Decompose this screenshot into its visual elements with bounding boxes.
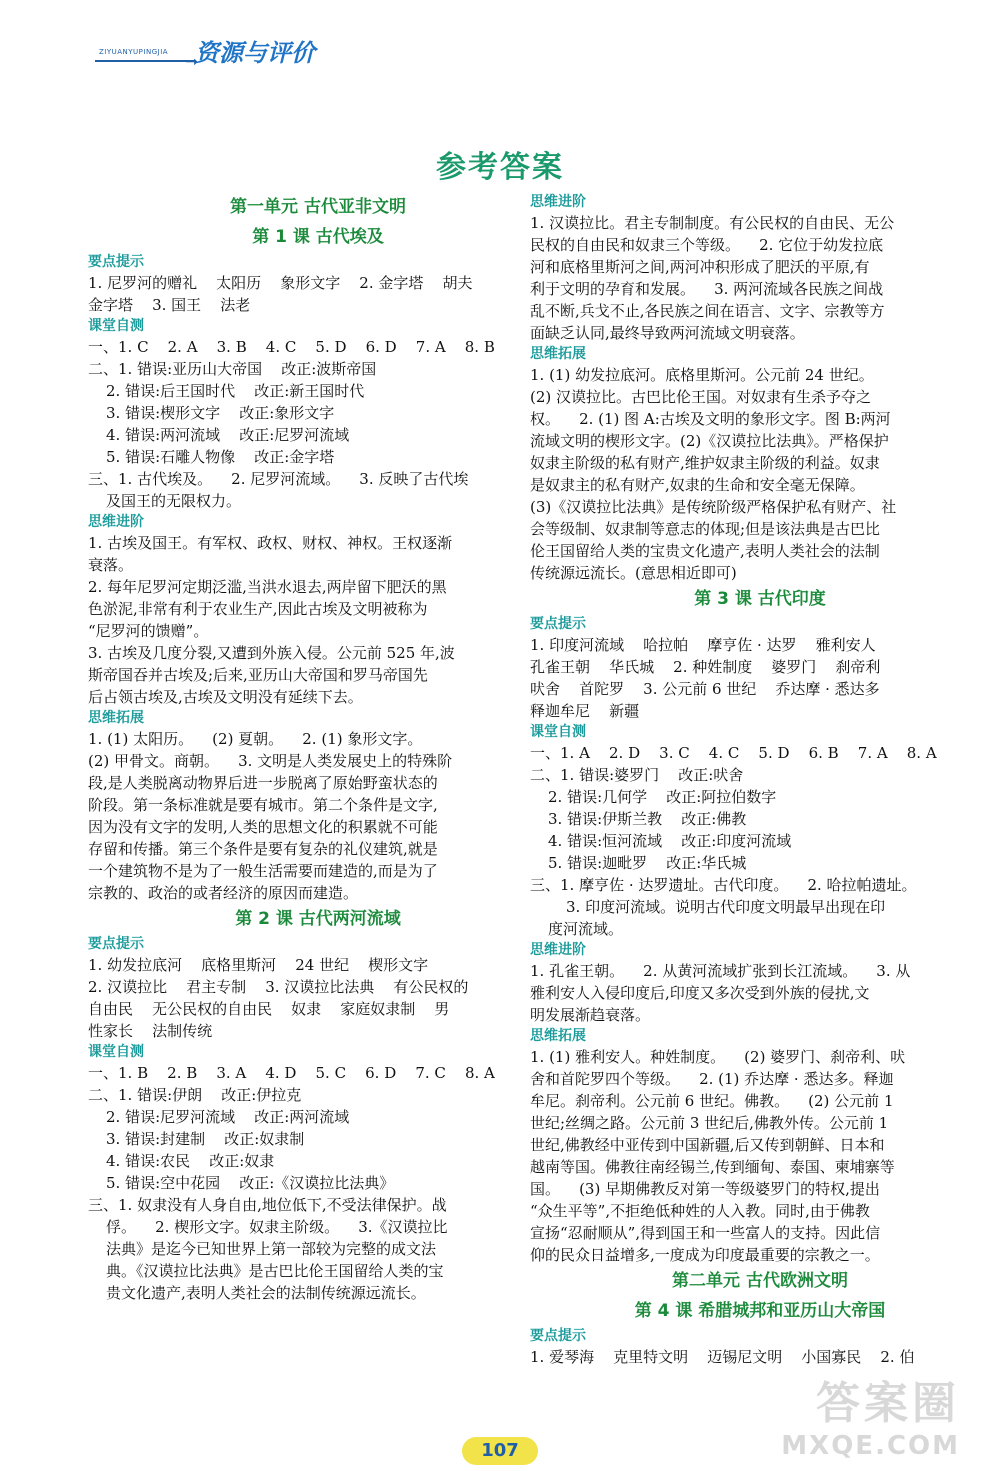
answer-line: 明发展渐趋衰落。	[530, 1006, 651, 1024]
answer-line: 衰落。	[88, 556, 134, 574]
answer-line: 2. 汉谟拉比 君主专制 3. 汉谟拉比法典 有公民权的	[88, 978, 469, 996]
answer-line: 二、1. 错误:亚历山大帝国 改正:波斯帝国	[88, 360, 377, 378]
answer-line: 段,是人类脱离动物界后进一步脱离了原始野蛮状态的	[88, 774, 438, 792]
header-line	[95, 60, 195, 62]
answer-line: 权。 2. (1) 图 A:古埃及文明的象形文字。图 B:两河	[530, 410, 891, 428]
unit-heading: 第一单元 古代亚非文明	[230, 197, 406, 217]
page-title: 参考答案	[436, 150, 564, 185]
lesson-heading: 第 2 课 古代两河流域	[235, 909, 401, 929]
answer-line: 雅利安人入侵印度后,印度又多次受到外族的侵扰,文	[530, 984, 870, 1002]
answer-line: 河和底格里斯河之间,两河冲积形成了肥沃的平原,有	[530, 258, 870, 276]
answer-line: 二、1. 错误:婆罗门 改正:吠舍	[530, 766, 744, 784]
answer-line: 1. 古埃及国王。有军权、政权、财权、神权。王权逐渐	[88, 534, 453, 552]
answer-line: 1. (1) 幼发拉底河。底格里斯河。公元前 24 世纪。	[530, 366, 874, 384]
section-heading: 思维拓展	[88, 710, 144, 726]
answer-line: 4. 错误:两河流域 改正:尼罗河流域	[106, 426, 350, 444]
answer-line: 1. 印度河流域 哈拉帕 摩亨佐 · 达罗 雅利安人	[530, 636, 876, 654]
section-heading: 思维进阶	[530, 942, 586, 958]
section-heading: 要点提示	[530, 1328, 586, 1344]
answer-line: 4. 错误:恒河流域 改正:印度河流域	[548, 832, 792, 850]
answer-line: 3. 错误:伊斯兰教 改正:佛教	[548, 810, 747, 828]
lesson-heading: 第 1 课 古代埃及	[252, 227, 384, 247]
answer-line: 4. 错误:农民 改正:奴隶	[106, 1152, 275, 1170]
answer-line: 5. 错误:空中花园 改正:《汉谟拉比法典》	[106, 1174, 395, 1192]
answer-line: 性家长 法制传统	[88, 1022, 213, 1040]
answer-line: 国。 (3) 早期佛教反对第一等级婆罗门的特权,提出	[530, 1180, 880, 1198]
answer-line: 宗教的、政治的或者经济的原因而建造。	[88, 884, 359, 902]
answer-line: 自由民 无公民权的自由民 奴隶 家庭奴隶制 男	[88, 1000, 450, 1018]
unit-heading: 第二单元 古代欧洲文明	[672, 1271, 848, 1291]
watermark	[781, 1367, 960, 1461]
page-number: 107	[481, 1440, 519, 1461]
lesson-heading: 第 3 课 古代印度	[694, 589, 826, 609]
page-number-badge	[462, 1437, 538, 1465]
right-column	[530, 192, 990, 1368]
watermark-url: MXQE.COM	[781, 1431, 960, 1461]
header-brand: 资源与评价	[195, 39, 315, 67]
left-column	[88, 192, 548, 1304]
answer-line: 三、1. 古代埃及。 2. 尼罗河流域。 3. 反映了古代埃	[88, 470, 469, 488]
answer-line: 释迦牟尼 新疆	[530, 702, 640, 720]
answer-line: 2. 错误:尼罗河流域 改正:两河流域	[106, 1108, 350, 1126]
section-heading: 思维拓展	[530, 346, 586, 362]
header-logo	[95, 30, 355, 70]
answer-line: 世纪,佛教经中亚传到中国新疆,后又传到朝鲜、日本和	[530, 1136, 885, 1154]
answer-line: 吠舍 首陀罗 3. 公元前 6 世纪 乔达摩 · 悉达多	[530, 680, 880, 698]
answer-line: 存留和传播。第三个条件是要有复杂的礼仪建筑,就是	[88, 840, 438, 858]
answer-line: 1. 尼罗河的赠礼 太阳历 象形文字 2. 金字塔 胡夫	[88, 274, 473, 292]
section-heading: 要点提示	[530, 616, 586, 632]
answer-line: 5. 错误:石雕人物像 改正:金字塔	[106, 448, 335, 466]
answer-line: 后占领古埃及,古埃及文明没有延续下去。	[88, 688, 363, 706]
answer-line: 三、1. 摩亨佐 · 达罗遗址。古代印度。 2. 哈拉帕遗址。	[530, 876, 917, 894]
answer-line: 3. 印度河流域。说明古代印度文明最早出现在印	[566, 898, 886, 916]
answer-line: (2) 汉谟拉比。古巴比伦王国。对奴隶有生杀予夺之	[530, 388, 872, 406]
section-heading: 要点提示	[88, 936, 144, 952]
answer-line: 2. 错误:几何学 改正:阿拉伯数字	[548, 788, 777, 806]
answer-line: 1. 汉谟拉比。君主专制制度。有公民权的自由民、无公	[530, 214, 895, 232]
answer-line: 牟尼。刹帝利。公元前 6 世纪。佛教。 (2) 公元前 1	[530, 1092, 894, 1110]
answer-line: 流域文明的楔形文字。(2)《汉谟拉比法典》。严格保护	[530, 432, 889, 450]
answer-line: 及国王的无限权力。	[106, 492, 242, 510]
watermark-text: 答案圈	[816, 1378, 960, 1429]
answer-line: 俘。 2. 楔形文字。奴隶主阶级。 3.《汉谟拉比	[106, 1218, 448, 1236]
answer-line: (2) 甲骨文。商朝。 3. 文明是人类发展史上的特殊阶	[88, 752, 453, 770]
answer-line: 乱不断,兵戈不止,各民族之间在语言、文字、宗教等方	[530, 302, 885, 320]
section-heading: 思维进阶	[88, 514, 144, 530]
section-heading: 课堂自测	[88, 1044, 144, 1060]
answer-line: 1. (1) 雅利安人。种姓制度。 (2) 婆罗门、刹帝利、吠	[530, 1048, 906, 1066]
lesson-heading: 第 4 课 希腊城邦和亚历山大帝国	[634, 1301, 886, 1321]
answer-line: 阶段。第一条标准就是要有城市。第二个条件是文字,	[88, 796, 438, 814]
answer-line: 3. 错误:封建制 改正:奴隶制	[106, 1130, 305, 1148]
section-heading: 课堂自测	[530, 724, 586, 740]
section-heading: 要点提示	[88, 254, 144, 270]
answer-line: 1. 爱琴海 克里特文明 迈锡尼文明 小国寡民 2. 伯	[530, 1348, 915, 1366]
answer-line: 会等级制、奴隶制等意志的体现;但是该法典是古巴比	[530, 520, 881, 538]
answer-line: 一个建筑物不是为了一般生活需要而建造的,而是为了	[88, 862, 438, 880]
answer-line: (3)《汉谟拉比法典》是传统阶级严格保护私有财产、社	[530, 498, 897, 516]
answer-line: 2. 错误:后王国时代 改正:新王国时代	[106, 382, 365, 400]
answer-line: “尼罗河的馈赠”。	[88, 622, 209, 640]
section-heading: 思维进阶	[530, 194, 586, 210]
answer-line: 2. 每年尼罗河定期泛滥,当洪水退去,两岸留下肥沃的黑	[88, 578, 447, 596]
answer-line: 度河流域。	[548, 920, 624, 938]
answer-line: 民权的自由民和奴隶三个等级。 2. 它位于幼发拉底	[530, 236, 884, 254]
answer-line: 仰的民众日益增多,一度成为印度最重要的宗教之一。	[530, 1246, 880, 1264]
answer-line: 孔雀王朝 华氏城 2. 种姓制度 婆罗门 刹帝利	[530, 658, 881, 676]
answer-line: 越南等国。佛教往南经锡兰,传到缅甸、泰国、柬埔寨等	[530, 1158, 895, 1176]
answer-line: 一、1. C 2. A 3. B 4. C 5. D 6. D 7. A 8. B	[88, 338, 495, 356]
answer-line: 舍和首陀罗四个等级。 2. (1) 乔达摩 · 悉达多。释迦	[530, 1070, 894, 1088]
answer-line: 世纪;丝绸之路。公元前 3 世纪后,佛教外传。公元前 1	[530, 1114, 889, 1132]
answer-line: 3. 错误:楔形文字 改正:象形文字	[106, 404, 335, 422]
answer-line: 1. 孔雀王朝。 2. 从黄河流域扩张到长江流域。 3. 从	[530, 962, 911, 980]
answer-line: 一、1. B 2. B 3. A 4. D 5. C 6. D 7. C 8. A	[88, 1064, 495, 1082]
answer-line: 5. 错误:迦毗罗 改正:华氏城	[548, 854, 747, 872]
answer-line: 传统源远流长。(意思相近即可)	[530, 564, 737, 582]
answer-line: 二、1. 错误:伊朗 改正:伊拉克	[88, 1086, 302, 1104]
answer-line: 斯帝国吞并古埃及;后来,亚历山大帝国和罗马帝国先	[88, 666, 428, 684]
answer-line: 贵文化遗产,表明人类社会的法制传统源远流长。	[106, 1284, 426, 1302]
header-pinyin: ZIYUANYUPINGJIA	[99, 48, 169, 56]
answer-line: 三、1. 奴隶没有人身自由,地位低下,不受法律保护。战	[88, 1196, 447, 1214]
answer-line: 利于文明的孕育和发展。 3. 两河流域各民族之间战	[530, 280, 884, 298]
answer-line: 奴隶主阶级的私有财产,维护奴隶主阶级的利益。奴隶	[530, 454, 880, 472]
answer-line: “众生平等”,不拒绝低种姓的人入教。同时,由于佛教	[530, 1202, 870, 1220]
answer-line: 伦王国留给人类的宝贵文化遗产,表明人类社会的法制	[530, 542, 880, 560]
section-heading: 思维拓展	[530, 1028, 586, 1044]
answer-line: 法典》是迄今已知世界上第一部较为完整的成文法	[106, 1240, 437, 1258]
answer-line: 3. 古埃及几度分裂,又遭到外族入侵。公元前 525 年,波	[88, 644, 455, 662]
answer-line: 金字塔 3. 国王 法老	[88, 296, 251, 314]
answer-line: 色淤泥,非常有利于农业生产,因此古埃及文明被称为	[88, 600, 428, 618]
arrow-icon: ➝	[185, 52, 199, 71]
answer-line: 1. 幼发拉底河 底格里斯河 24 世纪 楔形文字	[88, 956, 429, 974]
answer-line: 典。《汉谟拉比法典》是古巴比伦王国留给人类的宝	[106, 1262, 444, 1280]
answer-line: 一、1. A 2. D 3. C 4. C 5. D 6. B 7. A 8. A	[530, 744, 937, 762]
section-heading: 课堂自测	[88, 318, 144, 334]
answer-line: 面缺乏认同,最终导致两河流域文明衰落。	[530, 324, 805, 342]
answer-line: 宣扬“忍耐顺从”,得到国王和一些富人的支持。因此信	[530, 1224, 881, 1242]
answer-line: 因为没有文字的发明,人类的思想文化的积累就不可能	[88, 818, 438, 836]
answer-line: 是奴隶主的私有财产,奴隶的生命和安全毫无保障。	[530, 476, 865, 494]
answer-line: 1. (1) 太阳历。 (2) 夏朝。 2. (1) 象形文字。	[88, 730, 423, 748]
